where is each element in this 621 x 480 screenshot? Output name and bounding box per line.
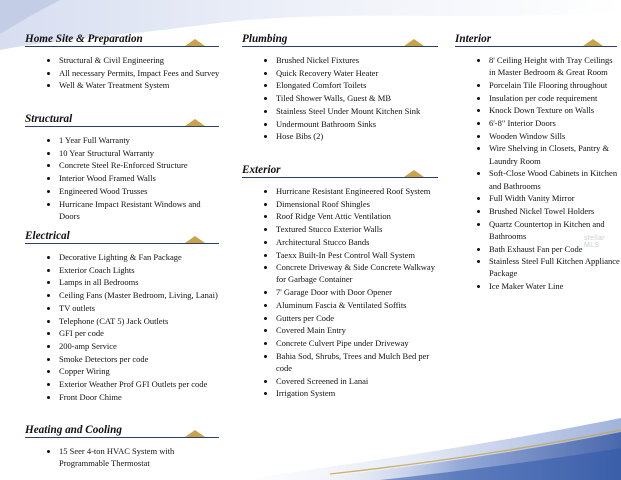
list-item: Dimensional Roof Shingles [242, 198, 442, 210]
section-title: Exterior [242, 164, 281, 176]
section-title: Electrical [25, 230, 70, 242]
list-item: Smoke Detectors per code [25, 353, 223, 365]
section-title: Heating and Cooling [25, 424, 122, 436]
section-header [25, 230, 223, 244]
list-item: Undermount Bathroom Sinks [242, 118, 442, 130]
feature-list [25, 251, 223, 403]
list-item: Bath Exhaust Fan per Code [455, 243, 621, 255]
list-item: Front Door Chime [25, 391, 223, 403]
list-item: 200-amp Service [25, 340, 223, 352]
list-item: 7' Garage Door with Door Opener [242, 286, 442, 298]
list-item: 8' Ceiling Height with Tray Ceilings in Master Bedroom & Great Room [455, 54, 621, 78]
section-home-site [25, 33, 223, 92]
list-item: Quick Recovery Water Heater [242, 67, 442, 79]
list-item: Hurricane Impact Resistant Windows and Doors [25, 198, 223, 222]
gold-peak-icon [583, 39, 603, 46]
gold-peak-icon [185, 430, 205, 437]
list-item: Telephone (CAT 5) Jack Outlets [25, 315, 223, 327]
list-item: Brushed Nickel Towel Holders [455, 205, 621, 217]
section-header [242, 33, 442, 47]
list-item: Textured Stucco Exterior Walls [242, 223, 442, 235]
list-item: Hurricane Resistant Engineered Roof System [242, 185, 442, 197]
list-item: All necessary Permits, Impact Fees and Survey [25, 67, 223, 79]
list-item: Architectural Stucco Bands [242, 236, 442, 248]
list-item: Wire Shelving in Closets, Pantry & Laundry Room [455, 142, 621, 166]
list-item: Engineered Wood Trusses [25, 185, 223, 197]
list-item: Well & Water Treatment System [25, 79, 223, 91]
section-interior [455, 33, 621, 293]
feature-list [242, 54, 442, 142]
list-item: Taexx Built-In Pest Control Wall System [242, 249, 442, 261]
gold-peak-icon [404, 170, 424, 177]
list-item: 6'-8" Interior Doors [455, 117, 621, 129]
list-item: 10 Year Structural Warranty [25, 147, 223, 159]
list-item: Porcelain Tile Flooring throughout [455, 79, 621, 91]
section-header [455, 33, 621, 47]
section-title: Interior [455, 33, 492, 45]
list-item: Interior Wood Framed Walls [25, 172, 223, 184]
gold-peak-icon [185, 119, 205, 126]
list-item: Decorative Lighting & Fan Package [25, 251, 223, 263]
divider [25, 437, 219, 438]
list-item: Ice Maker Water Line [455, 280, 621, 292]
section-heating-cooling [25, 424, 223, 470]
list-item: Bahia Sod, Shrubs, Trees and Mulch Bed per code [242, 350, 442, 374]
feature-list [25, 445, 223, 469]
list-item: Tiled Shower Walls, Guest & MB [242, 92, 442, 104]
list-item: Covered Screened in Lanai [242, 375, 442, 387]
divider [242, 46, 438, 47]
list-item: 15 Seer 4-ton HVAC System with Programmable Thermostat [25, 445, 223, 469]
list-item: Stainless Steel Under Mount Kitchen Sink [242, 105, 442, 117]
list-item: Concrete Culvert Pipe under Driveway [242, 337, 442, 349]
list-item: Concrete Driveway & Side Concrete Walkway for Garbage Container [242, 261, 442, 285]
section-plumbing [242, 33, 442, 143]
list-item: Covered Main Entry [242, 324, 442, 336]
list-item: Roof Ridge Vent Attic Ventilation [242, 210, 442, 222]
list-item: Brushed Nickel Fixtures [242, 54, 442, 66]
section-title: Home Site & Preparation [25, 33, 143, 45]
gold-peak-icon [404, 39, 424, 46]
list-item: Insulation per code requirement [455, 92, 621, 104]
list-item: Hose Bibs (2) [242, 130, 442, 142]
divider [25, 243, 219, 244]
section-header [25, 113, 223, 127]
feature-list [455, 54, 621, 292]
divider [25, 46, 219, 47]
feature-list [242, 185, 442, 399]
list-item: Exterior Weather Prof GFI Outlets per code [25, 378, 223, 390]
feature-list [25, 134, 223, 222]
list-item: Elongated Comfort Toilets [242, 79, 442, 91]
section-exterior [242, 164, 442, 400]
section-title: Plumbing [242, 33, 288, 45]
divider [25, 126, 219, 127]
list-item: Full Width Vanity Mirror [455, 192, 621, 204]
list-item: Ceiling Fans (Master Bedroom, Living, Lanai) [25, 289, 223, 301]
watermark: stellar MLS [584, 235, 605, 249]
list-item: Irrigation System [242, 387, 442, 399]
list-item: Aluminum Fascia & Ventilated Soffits [242, 299, 442, 311]
section-header [242, 164, 442, 178]
section-header [25, 33, 223, 47]
section-title: Structural [25, 113, 73, 125]
list-item: Quartz Countertop in Kitchen and Bathrooms [455, 218, 621, 242]
list-item: 1 Year Full Warranty [25, 134, 223, 146]
list-item: Soft-Close Wood Cabinets in Kitchen and Bathrooms [455, 167, 621, 191]
list-item: Wooden Window Sills [455, 130, 621, 142]
list-item: Stainless Steel Full Kitchen Appliance Package [455, 255, 621, 279]
gold-peak-icon [185, 236, 205, 243]
list-item: TV outlets [25, 302, 223, 314]
gold-peak-icon [185, 39, 205, 46]
list-item: Concrete Steel Re-Enforced Structure [25, 159, 223, 171]
list-item: Structural & Civil Engineering [25, 54, 223, 66]
feature-list [25, 54, 223, 92]
list-item: Exterior Coach Lights [25, 264, 223, 276]
divider [455, 46, 617, 47]
list-item: GFI per code [25, 327, 223, 339]
list-item: Gutters per Code [242, 312, 442, 324]
section-structural [25, 113, 223, 222]
list-item: Copper Wiring [25, 365, 223, 377]
section-electrical [25, 230, 223, 403]
divider [242, 177, 438, 178]
list-item: Lamps in all Bedrooms [25, 276, 223, 288]
list-item: Knock Down Texture on Walls [455, 104, 621, 116]
section-header [25, 424, 223, 438]
